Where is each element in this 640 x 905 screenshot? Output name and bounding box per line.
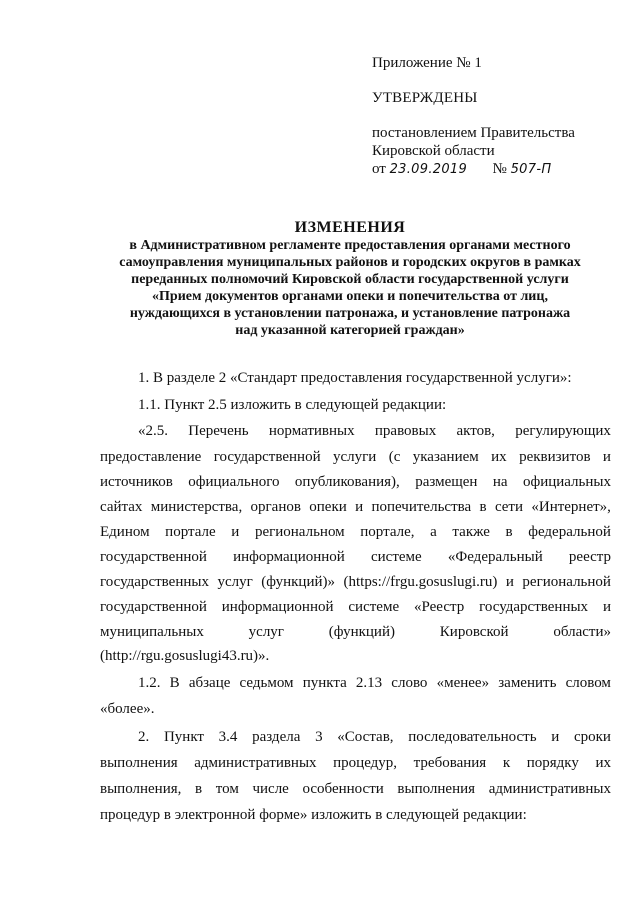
word: раздела xyxy=(252,729,301,745)
word: пункта xyxy=(302,675,347,691)
word: в xyxy=(505,524,513,540)
word: государственной xyxy=(213,449,321,465)
word: 1.2. xyxy=(138,675,161,691)
word: услуг xyxy=(217,574,253,590)
word: регулирующих xyxy=(515,423,611,439)
word: и xyxy=(231,524,240,540)
word: 2. xyxy=(138,729,150,745)
word: слово xyxy=(391,675,428,691)
appendix-label: Приложение № 1 xyxy=(372,55,482,71)
word: (с xyxy=(388,449,401,465)
word: и xyxy=(355,499,364,515)
word: также xyxy=(452,524,490,540)
word: услуги xyxy=(332,449,377,465)
word: особенности xyxy=(302,781,384,797)
word: государственной xyxy=(100,549,207,565)
decree-line-1: постановлением Правительства xyxy=(372,125,575,141)
word: Кировской xyxy=(439,624,509,640)
justified-line xyxy=(100,780,611,798)
justified-line xyxy=(100,623,611,641)
word: государственных xyxy=(100,574,209,590)
word: «Состав, xyxy=(337,729,394,745)
document-heading: ИЗМЕНЕНИЯ xyxy=(294,219,406,236)
word: государственной xyxy=(100,599,207,615)
number-prefix: № xyxy=(492,161,507,177)
justified-line xyxy=(100,573,611,591)
word: муниципальных xyxy=(100,624,204,640)
word: (https://frgu.gosuslugi.ru) xyxy=(343,574,498,590)
paragraph-2-last-line: процедур в электронной форме» изложить в следующей редакции: xyxy=(100,807,527,823)
paragraph-1-1: 1.1. Пункт 2.5 изложить в следующей редакции: xyxy=(138,397,447,413)
word: и xyxy=(602,449,611,465)
word: опубликования), xyxy=(294,474,400,490)
word: абзаце xyxy=(188,675,231,691)
title-line: в Административном регламенте предоставления органами местного xyxy=(129,238,571,253)
word: 3.4 xyxy=(218,729,238,745)
title-line: «Прием документов органами опеки и попечительства от лиц, xyxy=(152,289,548,304)
paragraph-2-5-last-line: (http://rgu.gosuslugi43.ru)». xyxy=(100,648,270,664)
word: «Интернет», xyxy=(531,499,611,515)
word: В xyxy=(169,675,180,691)
word: и xyxy=(551,729,560,745)
word: области» xyxy=(553,624,611,640)
title-line: самоуправления муниципальных районов и городских округов в рамках xyxy=(119,255,581,270)
word: сайтах xyxy=(100,499,143,515)
word: к xyxy=(502,755,511,771)
word: попечительства xyxy=(371,499,472,515)
word: реквизитов xyxy=(519,449,591,465)
word: федеральной xyxy=(528,524,611,540)
title-line: над указанной категорией граждан» xyxy=(235,323,465,338)
word: (функций) xyxy=(328,624,395,640)
justified-line xyxy=(100,498,611,516)
word: министерства, xyxy=(150,499,243,515)
title-line: нуждающихся в установлении патронажа, и установление патронажа xyxy=(129,306,571,321)
justified-line xyxy=(100,598,611,616)
word: Пункт xyxy=(163,729,204,745)
paragraph-1: 1. В разделе 2 «Стандарт предоставления государственной услуги»: xyxy=(138,370,572,386)
date-prefix: от xyxy=(372,161,386,177)
word: портале xyxy=(165,524,216,540)
title-line: переданных полномочий Кировской области государственной услуги xyxy=(131,272,569,287)
word: последовательность xyxy=(408,729,537,745)
word: административных xyxy=(194,755,317,771)
word: сети xyxy=(494,499,524,515)
word: Перечень xyxy=(188,423,249,439)
word: административных xyxy=(488,781,611,797)
word: портале, xyxy=(360,524,415,540)
word: их xyxy=(491,449,507,465)
word: выполнения xyxy=(397,781,476,797)
word: (функций)» xyxy=(261,574,335,590)
word: нормативных xyxy=(268,423,355,439)
word: услуг xyxy=(248,624,284,640)
justified-line xyxy=(100,548,611,566)
word: размещен xyxy=(415,474,478,490)
word: органов xyxy=(250,499,301,515)
word: «Федеральный xyxy=(447,549,543,565)
justified-line xyxy=(100,448,611,466)
word: информационной xyxy=(233,549,345,565)
word: реестр xyxy=(568,549,611,565)
word: выполнения xyxy=(100,755,178,771)
word: информационной xyxy=(221,599,334,615)
word: системе xyxy=(348,599,400,615)
handwritten-number: 507-П xyxy=(510,162,552,177)
word: а xyxy=(430,524,437,540)
word: процедур, xyxy=(333,755,398,771)
word: правовых xyxy=(374,423,437,439)
word: порядку xyxy=(526,755,579,771)
word: опеки xyxy=(309,499,347,515)
word: том xyxy=(215,781,239,797)
justified-line xyxy=(138,674,611,692)
word: источников xyxy=(100,474,173,490)
decree-date-number xyxy=(372,160,551,179)
word: «2.5. xyxy=(138,423,168,439)
justified-line xyxy=(100,473,611,491)
word: сроки xyxy=(573,729,611,745)
word: числе xyxy=(252,781,289,797)
word: указанием xyxy=(412,449,479,465)
word: 3 xyxy=(315,729,323,745)
word: выполнения, xyxy=(100,781,182,797)
justified-line xyxy=(138,422,611,440)
word: их xyxy=(595,755,611,771)
word: словом xyxy=(565,675,611,691)
paragraph-1-2-last-line: «более». xyxy=(100,701,155,717)
word: «Реестр xyxy=(413,599,465,615)
word: 2.13 xyxy=(355,675,383,691)
word: седьмом xyxy=(239,675,294,691)
justified-line xyxy=(100,523,611,541)
justified-line xyxy=(100,754,611,772)
word: официального xyxy=(188,474,280,490)
word: и xyxy=(505,574,514,590)
word: «менее» xyxy=(436,675,490,691)
decree-line-2: Кировской области xyxy=(372,143,495,159)
word: предоставление xyxy=(100,449,202,465)
word: в xyxy=(479,499,487,515)
word: системе xyxy=(370,549,422,565)
justified-line xyxy=(138,728,611,746)
word: Едином xyxy=(100,524,150,540)
word: региональном xyxy=(254,524,345,540)
word: и xyxy=(602,599,611,615)
word: государственных xyxy=(479,599,589,615)
word: на xyxy=(492,474,508,490)
word: региональной xyxy=(522,574,611,590)
word: заменить xyxy=(498,675,557,691)
handwritten-date: 23.09.2019 xyxy=(389,162,468,177)
word: официальных xyxy=(522,474,611,490)
word: требования xyxy=(413,755,487,771)
approved-label: УТВЕРЖДЕНЫ xyxy=(372,90,478,106)
word: актов, xyxy=(456,423,495,439)
word: в xyxy=(195,781,203,797)
